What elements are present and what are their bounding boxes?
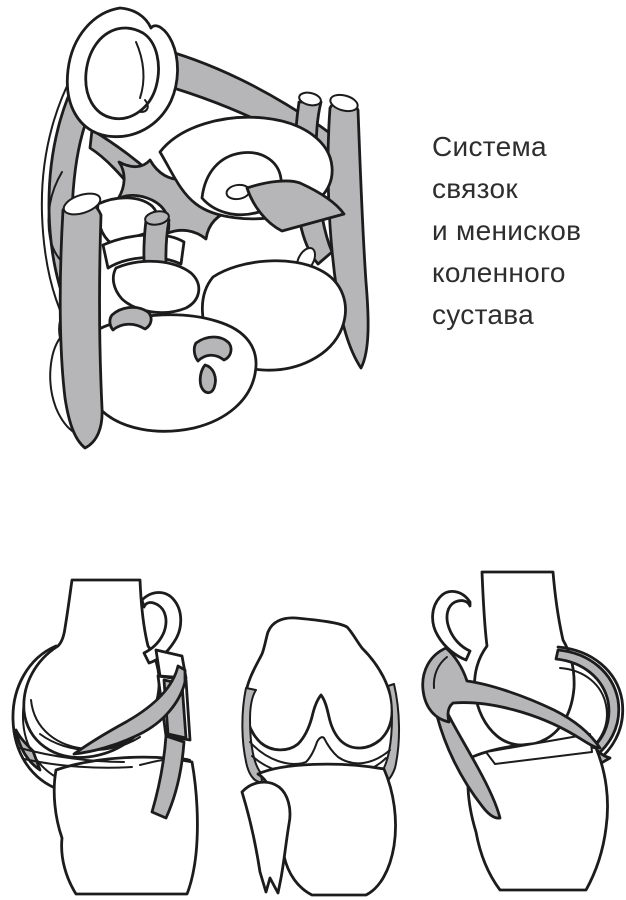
patella <box>67 8 177 137</box>
caption-line: коленного <box>432 257 566 288</box>
caption-line: связок <box>432 173 518 204</box>
caption-line: Система <box>432 131 547 162</box>
figure-caption <box>432 126 612 336</box>
tibia <box>468 743 608 890</box>
tibia-top <box>84 315 256 431</box>
knee-medial-right-view <box>423 572 623 890</box>
top-superior-view <box>42 8 368 448</box>
fibula <box>242 782 290 893</box>
ligament-loop <box>433 591 470 660</box>
knee-lateral-left-view <box>13 580 197 894</box>
caption-line: сустава <box>432 299 535 330</box>
femur <box>245 618 392 750</box>
knee-front-view <box>242 618 399 895</box>
caption-line: и менисков <box>432 215 582 246</box>
